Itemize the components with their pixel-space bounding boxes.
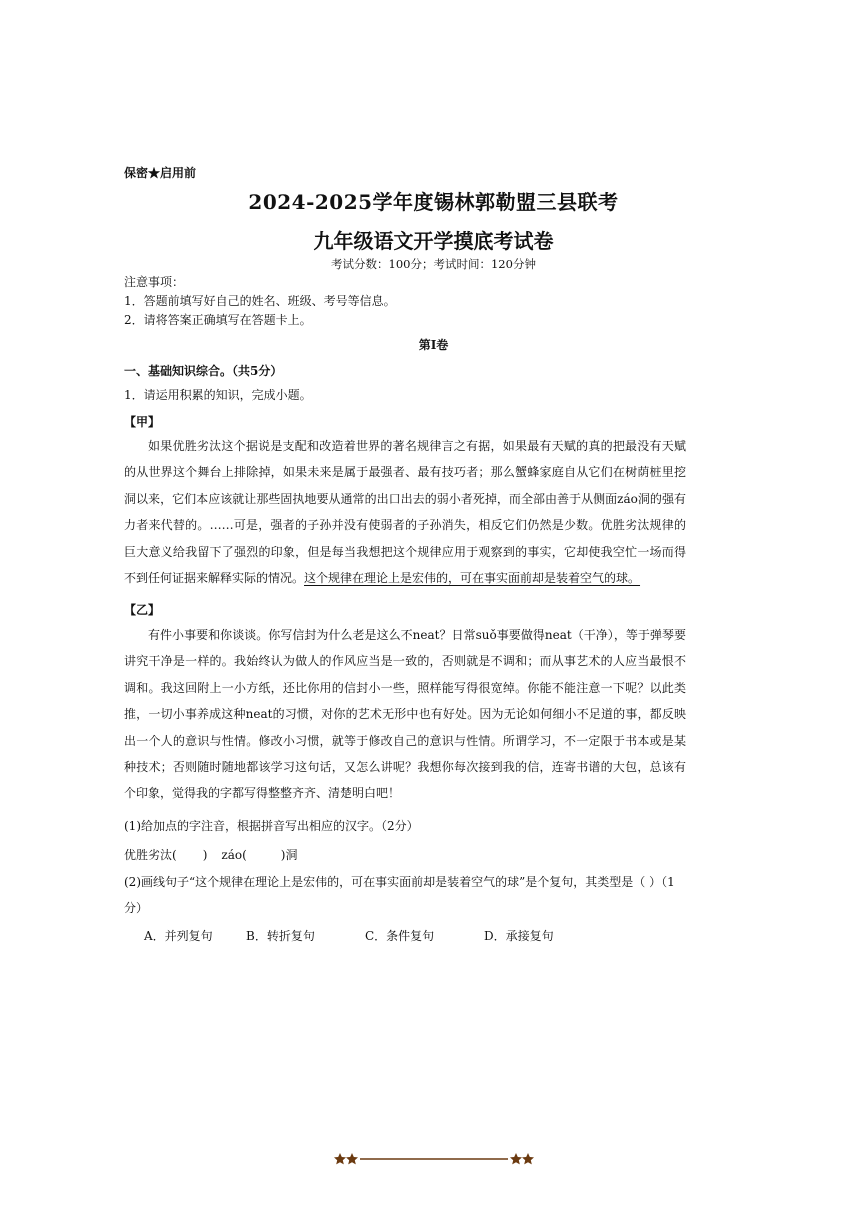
passage-a-tag: 【甲】 bbox=[124, 415, 161, 429]
question-stem: 1．请运用积累的知识，完成小题。 bbox=[124, 388, 312, 402]
exam-info: 考试分数：100分；考试时间：120分钟 bbox=[331, 257, 536, 271]
option-d[interactable]: D．承接复句 bbox=[484, 929, 554, 943]
passage-a-body bbox=[124, 433, 686, 591]
exam-title-line2: 九年级语文开学摸底考试卷 bbox=[313, 229, 554, 253]
notice-heading: 注意事项： bbox=[124, 275, 185, 289]
option-a[interactable]: A．并列复句 bbox=[144, 929, 213, 943]
option-b[interactable]: B．转折复句 bbox=[246, 929, 315, 943]
option-c[interactable]: C．条件复句 bbox=[365, 929, 435, 943]
passage-b bbox=[124, 622, 686, 807]
passage-b-text: 有件小事要和你谈谈。你写信封为什么老是这么不neat？日常suǒ事要做得neat（干净），等于弹琴要讲究干净是一样的。我始终认为做人的作风应当是一致的，否则就是不调和；而从事艺术的人应当最恨不调和。我这回附上一小方纸，还比你用的信封小一些，照样能写得很宽绰。你能不能注意一下呢？以此类推，一切小事养成这种neat的习惯，对你的艺术无形中也有好处。因为无论如何细小不足道的事，都反映出一个人的意识与性情。修改小习惯，就等于修改自己的意识与性情。所谓学习，不一定限于书本或是某种技术；否则随时随地都该学习这句话，又怎么讲呢？我想你每次接到我的信，连寄书谱的大包，总该有个印象，觉得我的字都写得整整齐齐、清楚明白吧！ bbox=[124, 628, 686, 801]
star-icon bbox=[334, 1153, 358, 1164]
confidential-label: 保密★启用前 bbox=[124, 166, 197, 180]
sub-question-1: (1)给加点的字注音，根据拼音写出相应的汉字。（2分） bbox=[124, 819, 419, 833]
section-heading: 一、基础知识综合。（共5分） bbox=[124, 364, 283, 378]
blank-pinyin: záo( bbox=[221, 848, 247, 862]
notice-item: 2．请将答案正确填写在答题卡上。 bbox=[124, 313, 312, 327]
answer-blank-row bbox=[124, 846, 297, 863]
star-icon bbox=[510, 1153, 534, 1164]
notice-item: 1．答题前填写好自己的姓名、班级、考号等信息。 bbox=[124, 294, 396, 308]
passage-a-text: 如果优胜劣汰这个据说是支配和改造着世界的著名规律言之有据，如果最有天赋的真的把最没有天赋的从世界这个舞台上排除掉，如果未来是属于最强者、最有技巧者；那么蟹蜂家庭自从它们在树荫桩里挖洞以来，它们本应该就让那些固执地要从通常的出口出去的弱小者死掉，而全部由善于从侧面záo洞的强有力者来代替的。……可是，强者的子孙并没有使弱者的子孙消失，相反它们仍然是少数。优胜劣汰规律的巨大意义给我留下了强烈的印象，但是每当我想把这个规律应用于观察到的事实，它却使我空忙一场而得不到任何证据来解释实际的情况。 bbox=[124, 439, 686, 586]
footer-divider-icon bbox=[334, 1146, 534, 1170]
blank-word-2: )洞 bbox=[280, 848, 298, 862]
exam-title-line1: 2024-2025学年度锡林郭勒盟三县联考 bbox=[248, 190, 619, 214]
passage-a bbox=[124, 433, 686, 591]
notice-block bbox=[124, 273, 396, 330]
sub-question-2: (2)画线句子“这个规律在理论上是宏伟的，可在事实面前却是装着空气的球”是个复句，其类型是（ ）（1分） bbox=[124, 875, 675, 915]
passage-b-tag: 【乙】 bbox=[124, 603, 161, 617]
underlined-sentence: 这个规律在理论上是宏伟的，可在事实面前却是装着空气的球。 bbox=[304, 571, 641, 586]
blank-word-1: 优胜劣汰( bbox=[124, 848, 177, 862]
volume-label: 第Ⅰ卷 bbox=[418, 338, 449, 352]
blank-close-paren: ) bbox=[202, 848, 208, 862]
footer-ornament bbox=[0, 1146, 867, 1170]
